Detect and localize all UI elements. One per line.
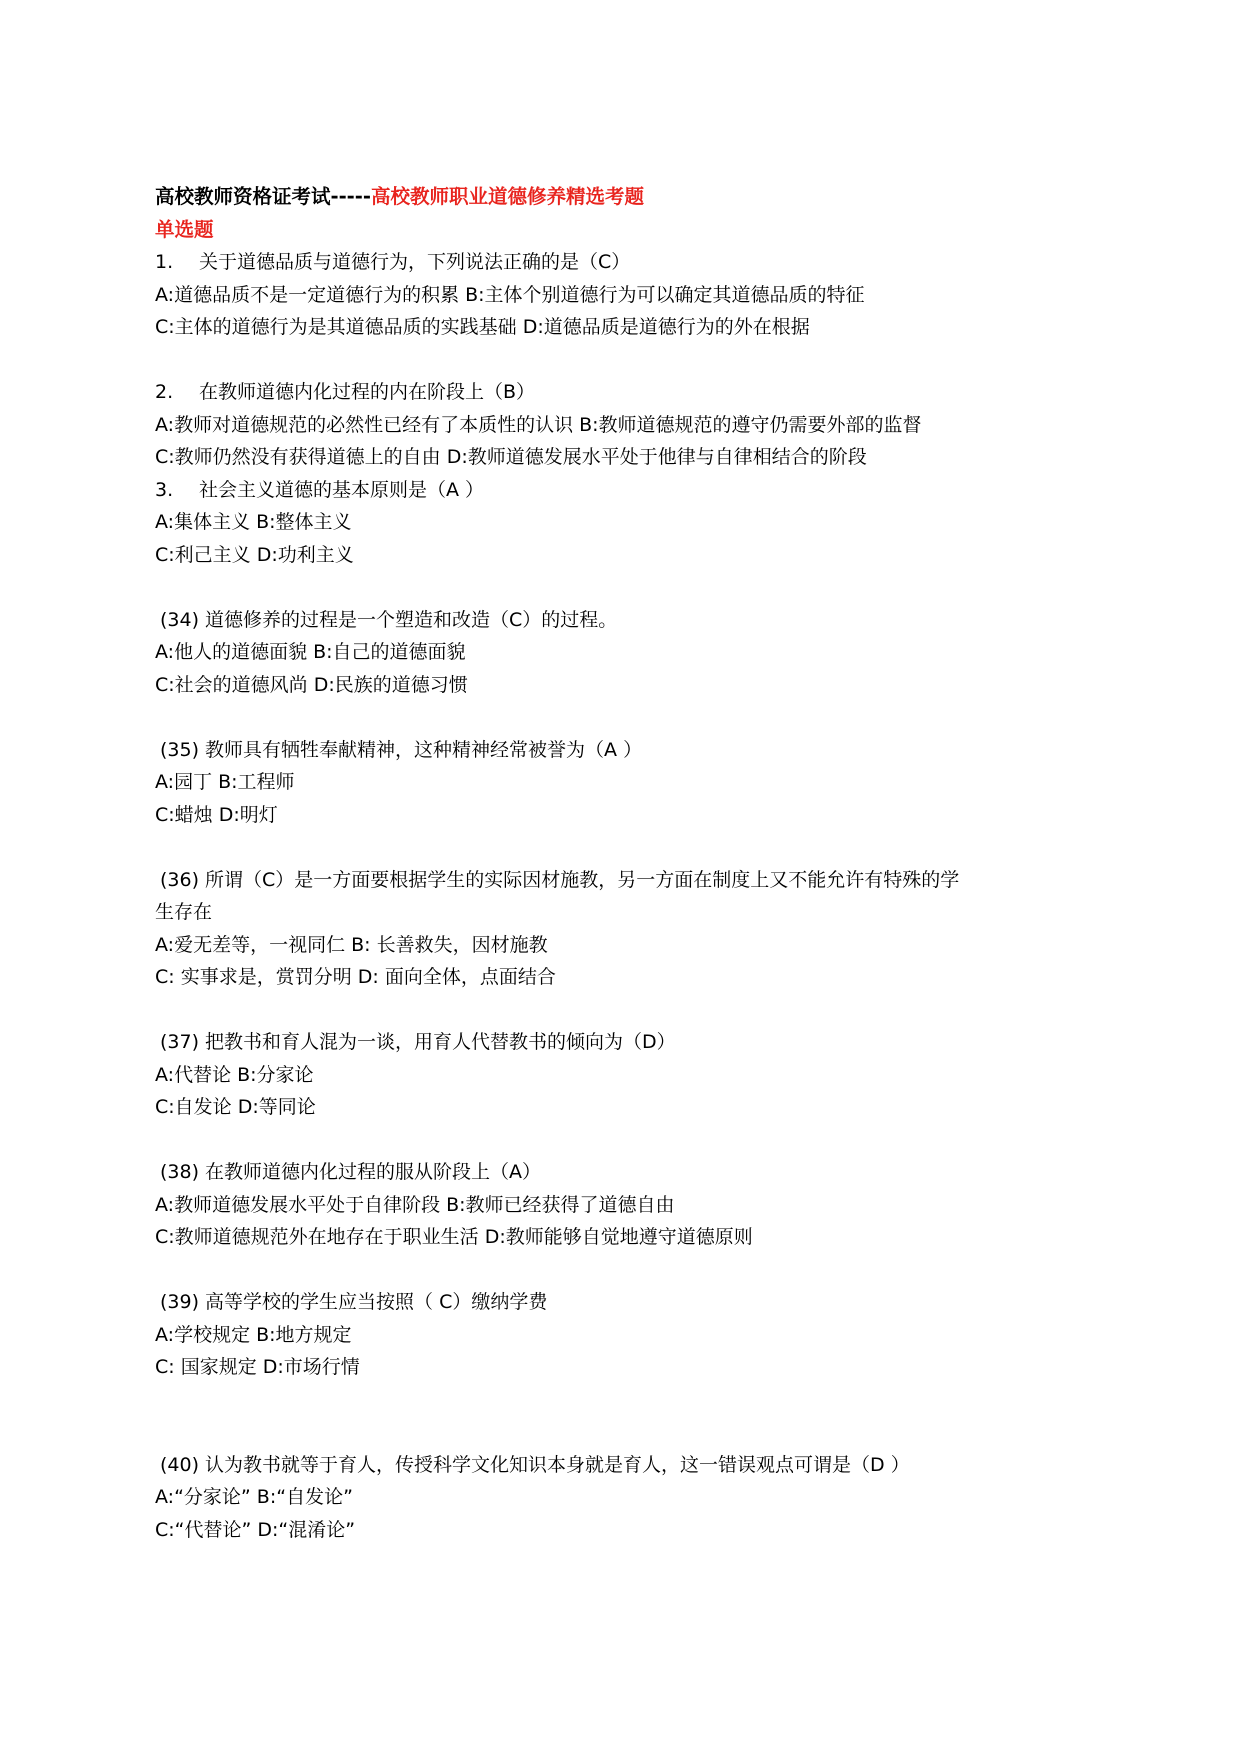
- question-3-number: 3.: [155, 478, 174, 501]
- question-39-options-cd: C: 国家规定 D:市场行情: [155, 1356, 360, 1378]
- question-34-options-ab: A:他人的道德面貌 B:自己的道德面貌: [155, 641, 466, 663]
- question-3-stem: [155, 474, 1085, 507]
- title-highlight: 高校教师职业道德修养精选考题: [370, 185, 644, 208]
- question-36-stem: (36) 所谓（C）是一方面要根据学生的实际因材施教，另一方面在制度上又不能允许有特殊的学: [160, 868, 960, 891]
- spacer: [155, 701, 1085, 734]
- question-39-options-ab: A:学校规定 B:地方规定: [155, 1323, 352, 1346]
- spacer: [155, 571, 1085, 604]
- question-35-options-cd: C:蜡烛 D:明灯: [155, 803, 278, 826]
- question-1-number: 1.: [155, 251, 174, 273]
- question-1-text: 关于道德品质与道德行为，下列说法正确的是（C）: [199, 251, 631, 273]
- question-34-options-cd: C:社会的道德风尚 D:民族的道德习惯: [155, 673, 468, 696]
- question-37-options-cd: C:自发论 D:等同论: [155, 1096, 316, 1118]
- question-3-options-ab: A:集体主义 B:整体主义: [155, 511, 352, 533]
- title-prefix: 高校教师资格证考试-----: [155, 185, 371, 208]
- question-2-number: 2.: [155, 381, 174, 403]
- document-title: [155, 181, 1085, 214]
- question-37-stem: (37) 把教书和育人混为一谈，用育人代替教书的倾向为（D）: [160, 1031, 676, 1053]
- question-35-stem: (35) 教师具有牺牲奉献精神，这种精神经常被誉为（A ）: [160, 738, 643, 761]
- spacer: [155, 831, 1085, 864]
- question-2-stem: [155, 376, 1085, 409]
- question-34-stem: (34) 道德修养的过程是一个塑造和改造（C）的过程。: [160, 608, 618, 631]
- document-body: [155, 181, 1085, 1546]
- question-37-options-ab: A:代替论 B:分家论: [155, 1063, 314, 1086]
- question-38-stem: (38) 在教师道德内化过程的服从阶段上（A）: [160, 1161, 542, 1183]
- question-38-options-cd: C:教师道德规范外在地存在于职业生活 D:教师能够自觉地遵守道德原则: [155, 1226, 753, 1248]
- question-39-stem: (39) 高等学校的学生应当按照（ C）缴纳学费: [160, 1291, 548, 1313]
- question-2-options-cd: C:教师仍然没有获得道德上的自由 D:教师道德发展水平处于他律与自律相结合的阶段: [155, 446, 867, 468]
- question-40-options-ab: A:“分家论” B:“自发论”: [155, 1486, 353, 1508]
- question-1-options-cd: C:主体的道德行为是其道德品质的实践基础 D:道德品质是道德行为的外在根据: [155, 316, 810, 338]
- spacer: [155, 1384, 1085, 1449]
- question-3-text: 社会主义道德的基本原则是（A ）: [199, 478, 485, 501]
- spacer: [155, 1254, 1085, 1287]
- question-2-options-ab: A:教师对道德规范的必然性已经有了本质性的认识 B:教师道德规范的遵守仍需要外部的监督: [155, 413, 922, 436]
- spacer: [155, 994, 1085, 1027]
- question-35-options-ab: A:园丁 B:工程师: [155, 771, 295, 793]
- question-3-options-cd: C:利己主义 D:功利主义: [155, 543, 354, 566]
- section-heading: 单选题: [155, 217, 214, 241]
- question-40-options-cd: C:“代替论” D:“混淆论”: [155, 1518, 356, 1541]
- question-36-options-cd: C: 实事求是，赏罚分明 D: 面向全体，点面结合: [155, 966, 556, 988]
- question-40-stem: (40) 认为教书就等于育人，传授科学文化知识本身就是育人，这一错误观点可谓是（D ）: [160, 1453, 910, 1476]
- question-38-options-ab: A:教师道德发展水平处于自律阶段 B:教师已经获得了道德自由: [155, 1193, 675, 1216]
- spacer: [155, 344, 1085, 377]
- question-2-text: 在教师道德内化过程的内在阶段上（B）: [199, 381, 536, 403]
- question-1-stem: [155, 246, 1085, 279]
- spacer: [155, 1124, 1085, 1157]
- question-1-options-ab: A:道德品质不是一定道德行为的积累 B:主体个别道德行为可以确定其道德品质的特征: [155, 283, 865, 306]
- question-36-options-ab: A:爱无差等，一视同仁 B: 长善救失，因材施教: [155, 933, 548, 956]
- question-36-stem-continued: 生存在: [155, 901, 213, 923]
